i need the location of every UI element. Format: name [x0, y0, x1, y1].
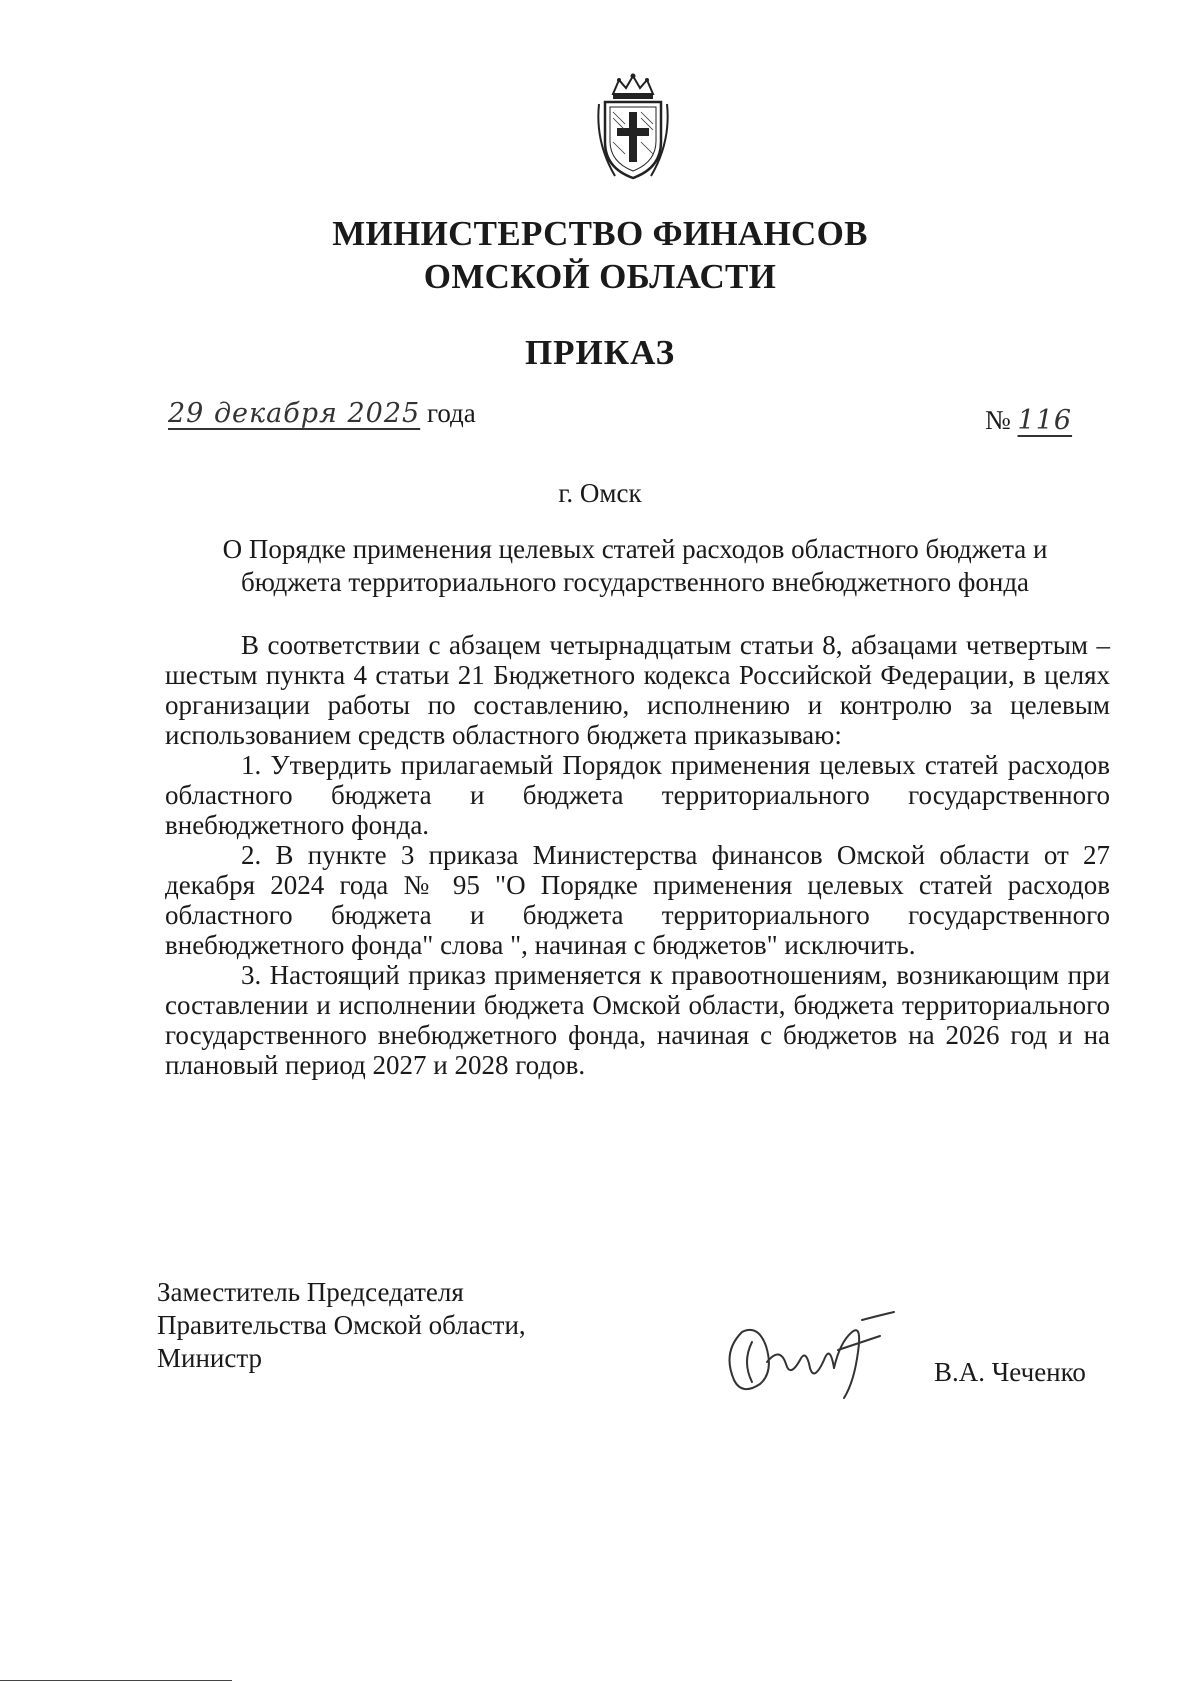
city: г. Омск [558, 478, 642, 508]
number-prefix: № [985, 405, 1011, 435]
handwritten-date: 29 декабря 2025 [168, 398, 421, 429]
date-suffix: года [426, 398, 476, 428]
item-3-paragraph: 3. Настоящий приказ применяется к правоотношениям, возникающим при составлении и исполнении бюджета Омской области, бюджета территориального государственного внебюджетного фонда, начиная с бюджетов на 2026 год и на плановый период 2027 и 2028 годов. [165, 960, 1110, 1080]
signer-name: В.А. Чеченко [934, 1357, 1086, 1387]
footer-divider [0, 1680, 232, 1681]
handwritten-number: 116 [1017, 405, 1073, 436]
signatory-title-line1: Заместитель Председателя [157, 1277, 464, 1307]
document-number [985, 405, 1118, 436]
organization-name [0, 212, 1200, 298]
preamble-paragraph: В соответствии с абзацем четырнадцатым статьи 8, абзацами четвертым – шестым пункта 4 статьи 21 Бюджетного кодекса Российской Федерации, в целях организации работы по составлению, исполнению и контролю за целевым использованием средств областного бюджета приказываю: [165, 630, 1110, 750]
item-1-paragraph: 1. Утвердить прилагаемый Порядок применения целевых статей расходов областного бюджета и бюджета территориального государственного внебюджетного фонда. [165, 750, 1110, 840]
org-name-line1: МИНИСТЕРСТВО ФИНАНСОВ [332, 214, 868, 253]
org-name-line2: ОМСКОЙ ОБЛАСТИ [423, 257, 777, 296]
item-2-paragraph: 2. В пункте 3 приказа Министерства финансов Омской области от 27 декабря 2024 года № 95 "О Порядке применения целевых статей расходов областного бюджета и бюджета территориального государственного внебюджетного фонда" слова ", начиная с бюджетов" исключить. [165, 840, 1110, 960]
handwritten-signature-icon [712, 1302, 902, 1402]
signatory-title-line2: Правительства Омской области, [157, 1310, 526, 1340]
signatory-title [157, 1276, 526, 1375]
document-subject: О Порядке применения целевых статей расходов областного бюджета и бюджета территориального государственного внебюджетного фонда [222, 534, 1048, 597]
document-date [168, 398, 476, 429]
document-type: ПРИКАЗ [524, 333, 676, 372]
document-body [165, 630, 1110, 1080]
signatory-title-line3: Министр [157, 1343, 262, 1373]
coat-of-arms-icon [595, 72, 671, 182]
